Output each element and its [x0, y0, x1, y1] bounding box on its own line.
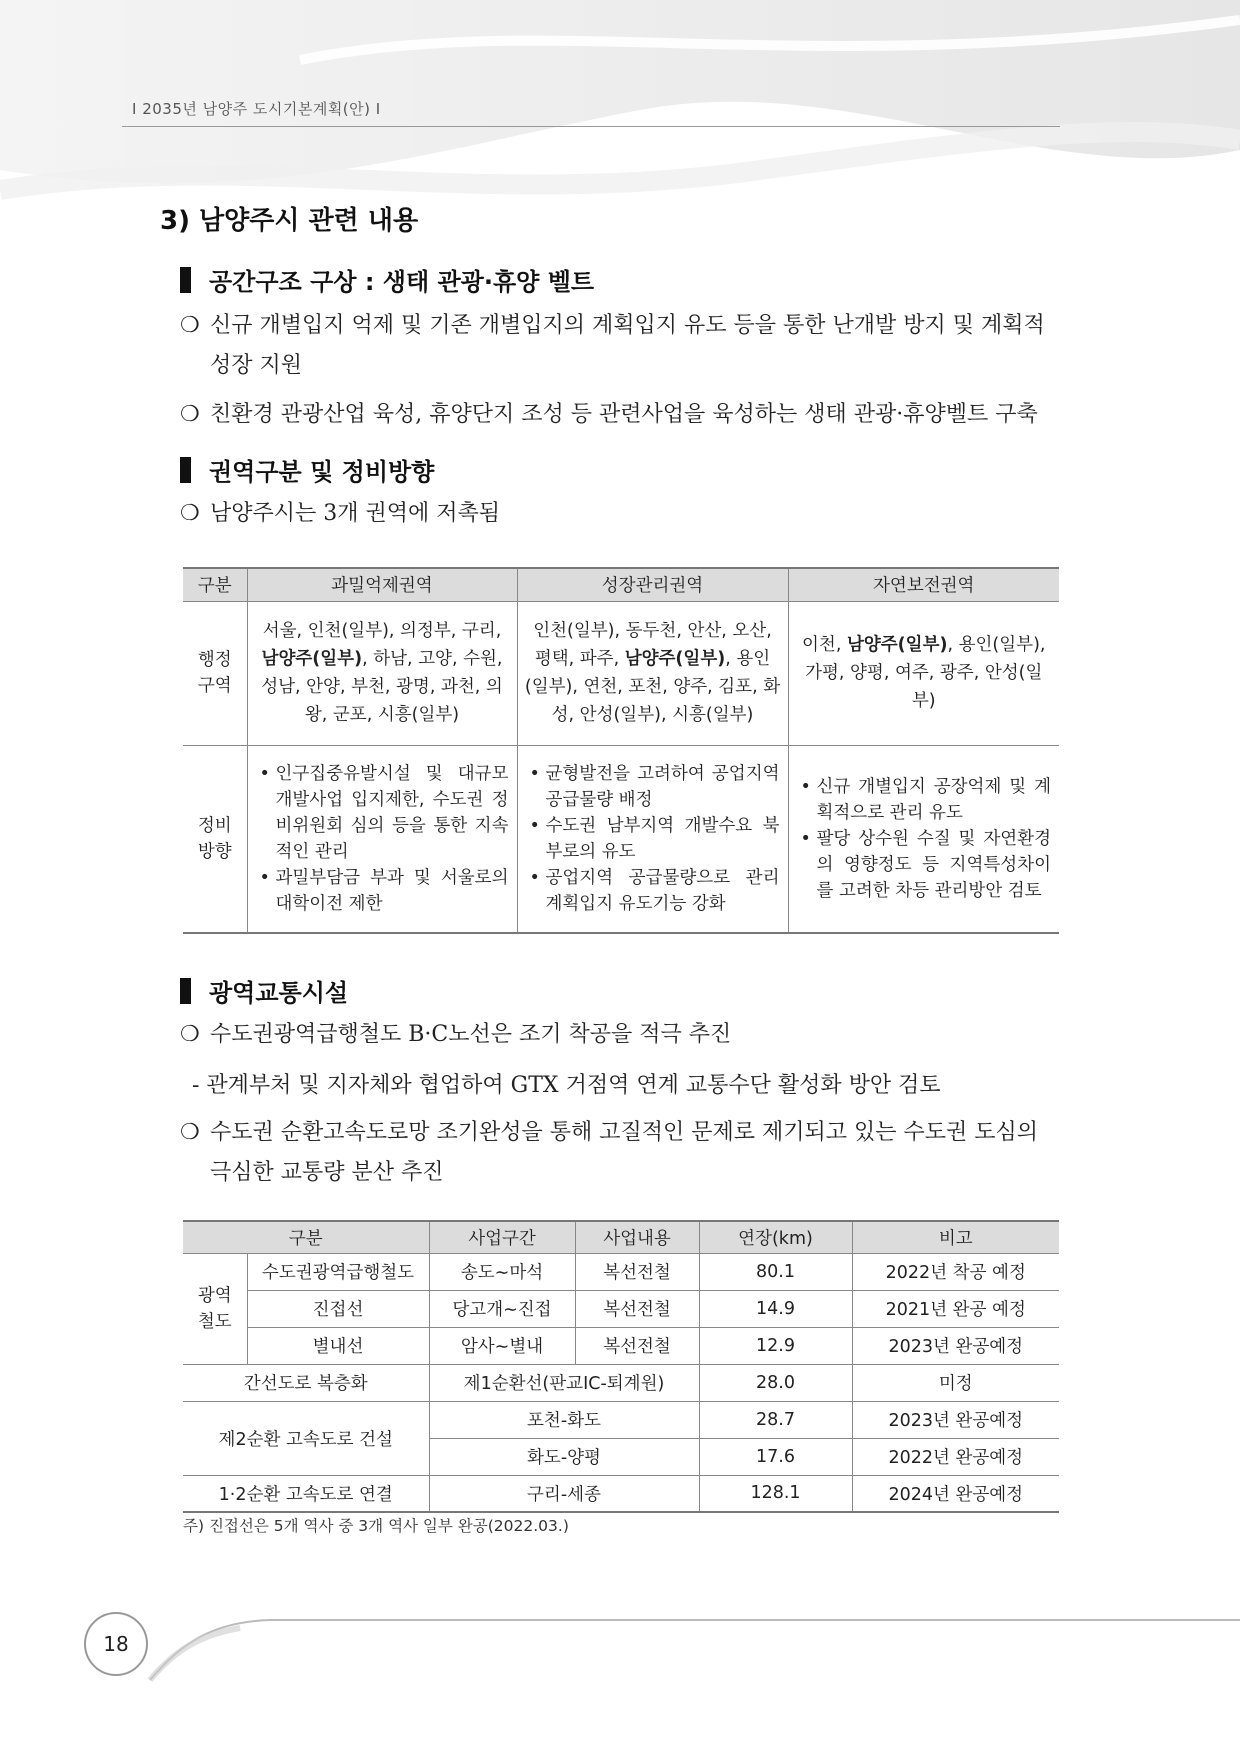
rail-group-label: 광역 철도	[183, 1253, 247, 1364]
square-marker-icon	[180, 267, 191, 293]
bullet-spatial-2-text: 친환경 관광산업 육성, 휴양단지 조성 등 관련사업을 육성하는 생태 관광·휴양벨트 구축	[210, 402, 1038, 427]
project-note: 2022년 착공 예정	[852, 1253, 1059, 1290]
table-row	[183, 1327, 1059, 1364]
circle-bullet-icon: ❍	[180, 1120, 200, 1145]
subheading-transport-text: 광역교통시설	[209, 979, 349, 1007]
table-footnote: 주) 진접선은 5개 역사 중 3개 역사 일부 완공(2022.03.)	[183, 1517, 569, 1535]
bullet-spatial-1	[180, 306, 1060, 386]
table-row	[183, 1253, 1059, 1290]
project-name: 제2순환 고속도로 건설	[183, 1401, 429, 1475]
footer-curve-decoration	[120, 1610, 1240, 1690]
project-section: 암사∼별내	[429, 1327, 575, 1364]
project-name: 수도권광역급행철도	[247, 1253, 429, 1290]
zones-table-header	[183, 568, 1059, 601]
project-section: 송도∼마석	[429, 1253, 575, 1290]
zones-row-admin	[183, 601, 1059, 745]
project-length: 128.1	[699, 1475, 852, 1512]
subheading-spatial	[180, 262, 594, 297]
project-name: 간선도로 복층화	[183, 1364, 429, 1401]
section-title: 3) 남양주시 관련 내용	[160, 206, 419, 236]
direction-overcrowding-cell	[247, 745, 517, 933]
highlight-namyangju: 남양주(일부)	[624, 649, 726, 669]
project-note: 2021년 완공 예정	[852, 1290, 1059, 1327]
project-content: 복선전철	[575, 1253, 699, 1290]
bullet-zones-text: 남양주시는 3개 권역에 저촉됨	[210, 501, 501, 526]
circle-bullet-icon: ❍	[180, 501, 200, 526]
transport-header-category: 구분	[183, 1221, 429, 1253]
subheading-spatial-text: 공간구조 구상 : 생태 관광·휴양 벨트	[209, 268, 595, 296]
list-item: • 팔당 상수원 수질 및 자연환경의 영향정도 등 지역특성차이를 고려한 차등 관리방안 검토	[799, 826, 1052, 904]
circle-bullet-icon: ❍	[180, 313, 200, 338]
project-note: 2022년 완공예정	[852, 1438, 1059, 1475]
project-note: 2024년 완공예정	[852, 1475, 1059, 1512]
bullet-transport-2-line1: 수도권 순환고속도로망 조기완성을 통해 고질적인 문제로 제기되고 있는 수도권 도심의	[210, 1120, 1039, 1145]
zones-row-direction-label: 정비 방향	[183, 745, 247, 933]
dash-item-gtx: - 관계부처 및 지자체와 협업하여 GTX 거점역 연계 교통수단 활성화 방안 검토	[192, 1073, 941, 1098]
table-row	[183, 1364, 1059, 1401]
transport-table-header	[183, 1221, 1059, 1253]
square-marker-icon	[180, 978, 191, 1004]
direction-conservation-cell	[788, 745, 1059, 933]
admin-conservation-cell: 이천, 남양주(일부), 용인(일부), 가평, 양평, 여주, 광주, 안성(일부)	[788, 601, 1059, 745]
transport-header-note: 비고	[852, 1221, 1059, 1253]
highlight-namyangju: 남양주(일부)	[261, 649, 363, 669]
project-length: 28.7	[699, 1401, 852, 1438]
project-name: 별내선	[247, 1327, 429, 1364]
running-header: I 2035년 남양주 도시기본계획(안) I	[132, 100, 381, 118]
project-length: 17.6	[699, 1438, 852, 1475]
project-section: 제1순환선(판교IC-퇴계원)	[429, 1364, 699, 1401]
list-item: • 인구집중유발시설 및 대규모 개발사업 입지제한, 수도권 정비위원회 심의 등을 통한 지속적인 관리	[258, 761, 509, 865]
transport-header-length: 연장(km)	[699, 1221, 852, 1253]
subheading-transport	[180, 973, 348, 1008]
subheading-zones	[180, 452, 434, 487]
project-note: 2023년 완공예정	[852, 1401, 1059, 1438]
table-row	[183, 1401, 1059, 1438]
project-section: 포천-화도	[429, 1401, 699, 1438]
zones-header-category: 구분	[183, 568, 247, 601]
admin-growth-cell: 인천(일부), 동두천, 안산, 오산, 평택, 파주, 남양주(일부), 용인(일부), 연천, 포천, 양주, 김포, 화성, 안성(일부), 시흥(일부)	[517, 601, 788, 745]
project-section: 당고개∼진접	[429, 1290, 575, 1327]
project-name: 진접선	[247, 1290, 429, 1327]
table-row	[183, 1290, 1059, 1327]
page-number: 18	[103, 1632, 129, 1656]
subheading-zones-text: 권역구분 및 정비방향	[209, 458, 435, 486]
project-length: 12.9	[699, 1327, 852, 1364]
circle-bullet-icon: ❍	[180, 402, 200, 427]
zones-header-conservation: 자연보전권역	[788, 568, 1059, 601]
admin-overcrowding-cell: 서울, 인천(일부), 의정부, 구리, 남양주(일부), 하남, 고양, 수원, 성남, 안양, 부천, 광명, 과천, 의왕, 군포, 시흥(일부)	[247, 601, 517, 745]
project-name: 1·2순환 고속도로 연결	[183, 1475, 429, 1512]
bullet-transport-2	[180, 1113, 1060, 1193]
highlight-namyangju: 남양주(일부)	[846, 635, 948, 655]
transport-header-content: 사업내용	[575, 1221, 699, 1253]
project-section: 구리-세종	[429, 1475, 699, 1512]
transport-table	[183, 1220, 1059, 1513]
bullet-transport-1	[180, 1015, 1060, 1055]
list-item: • 수도권 남부지역 개발수요 북부로의 유도	[528, 813, 780, 865]
direction-growth-cell	[517, 745, 788, 933]
project-length: 28.0	[699, 1364, 852, 1401]
list-item: • 과밀부담금 부과 및 서울로의 대학이전 제한	[258, 865, 509, 917]
zones-header-growth: 성장관리권역	[517, 568, 788, 601]
zones-row-admin-label: 행정 구역	[183, 601, 247, 745]
project-length: 14.9	[699, 1290, 852, 1327]
circle-bullet-icon: ❍	[180, 1022, 200, 1047]
zones-row-direction	[183, 745, 1059, 933]
list-item: • 공업지역 공급물량으로 관리 계획입지 유도기능 강화	[528, 865, 780, 917]
header-divider	[122, 126, 1060, 127]
bullet-spatial-2	[180, 395, 1060, 435]
bullet-spatial-1-line1: 신규 개별입지 억제 및 기존 개별입지의 계획입지 유도 등을 통한 난개발 방지 및 계획적	[210, 313, 1045, 338]
project-section: 화도-양평	[429, 1438, 699, 1475]
page-number-badge	[84, 1612, 148, 1676]
list-item: • 신규 개별입지 공장억제 및 계획적으로 관리 유도	[799, 774, 1052, 826]
zones-table	[183, 567, 1059, 934]
project-note: 미정	[852, 1364, 1059, 1401]
project-note: 2023년 완공예정	[852, 1327, 1059, 1364]
bullet-spatial-1-line2: 성장 지원	[210, 353, 303, 378]
square-marker-icon	[180, 457, 191, 483]
bullet-transport-1-text: 수도권광역급행철도 B·C노선은 조기 착공을 적극 추진	[210, 1022, 732, 1047]
table-row	[183, 1475, 1059, 1512]
project-length: 80.1	[699, 1253, 852, 1290]
transport-header-section: 사업구간	[429, 1221, 575, 1253]
project-content: 복선전철	[575, 1327, 699, 1364]
zones-header-overcrowding: 과밀억제권역	[247, 568, 517, 601]
project-content: 복선전철	[575, 1290, 699, 1327]
bullet-zones	[180, 494, 1060, 534]
list-item: • 균형발전을 고려하여 공업지역 공급물량 배정	[528, 761, 780, 813]
bullet-transport-2-line2: 극심한 교통량 분산 추진	[210, 1160, 444, 1185]
